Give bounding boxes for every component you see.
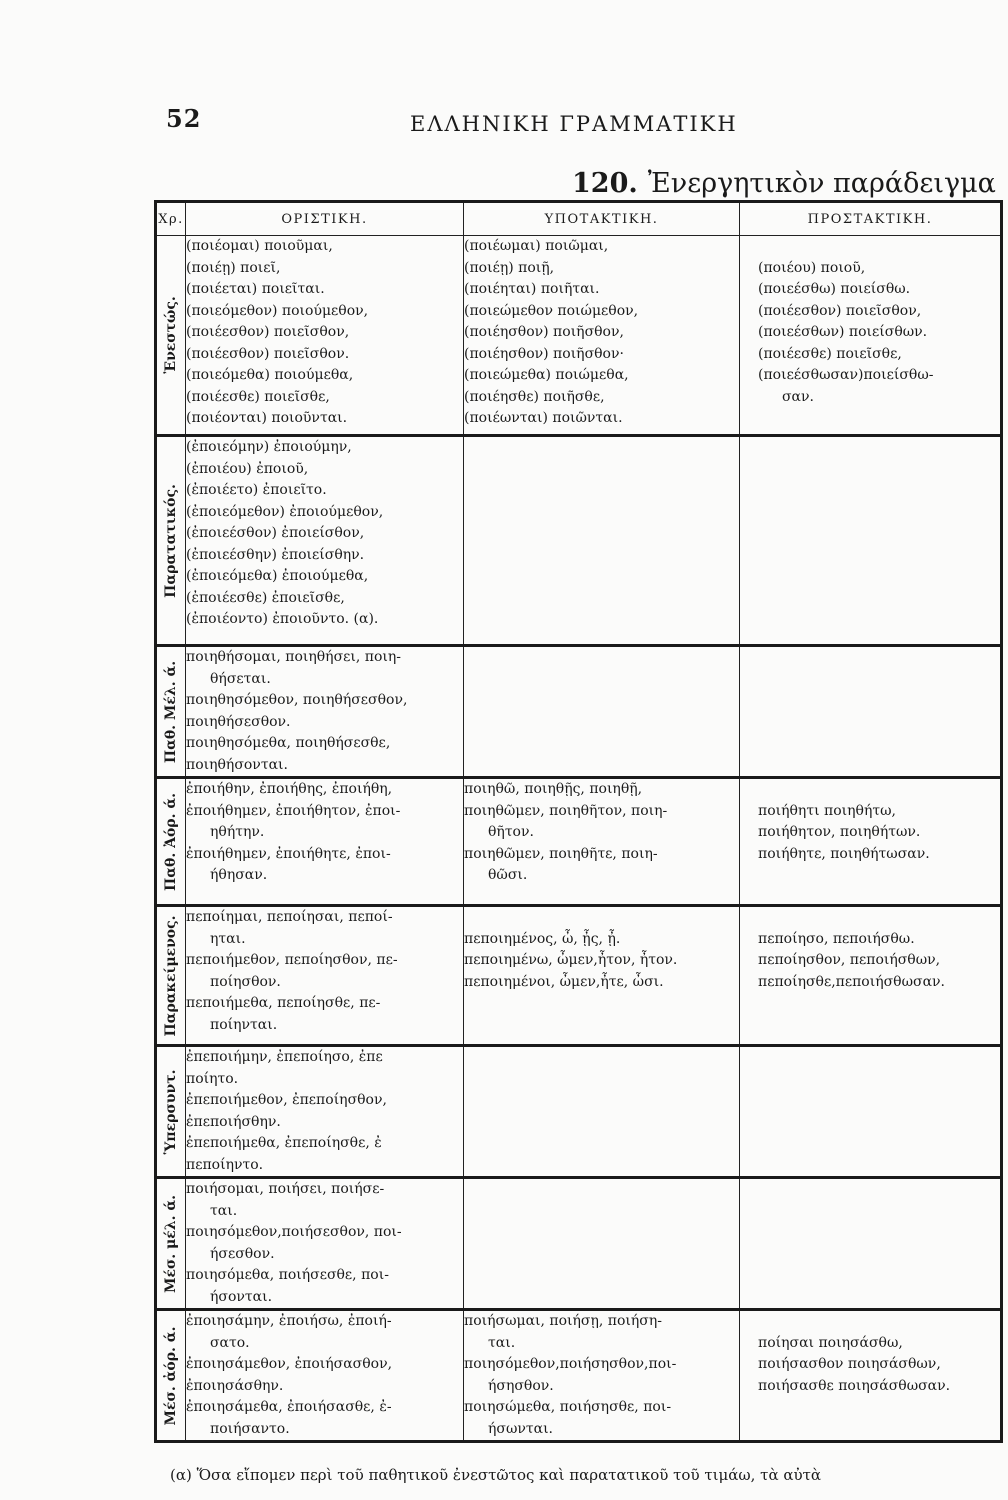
form-line: (ποιέεσθε) ποιεῖσθε, — [186, 388, 330, 405]
form-line: ήσησθον. — [488, 1377, 554, 1394]
form-line: (ποιέηται) ποιῆται. — [464, 281, 600, 297]
subjunctive-cell — [464, 236, 740, 436]
indicative-column-header: ΟΡΙΣΤΙΚΗ. — [186, 202, 464, 236]
paradigm-table — [154, 200, 1003, 1443]
form-line — [758, 236, 1000, 258]
tense-label-cell — [156, 236, 186, 436]
table-row — [156, 778, 1002, 906]
table-header-row — [156, 202, 1002, 236]
form-line: ἐπεποιήμην, ἐπεποίησο, ἐπε — [186, 1049, 383, 1065]
form-line: ποιήθητον, ποιηθήτων. — [758, 824, 921, 840]
form-line: ποίησαι ποιησάσθω, — [758, 1334, 903, 1351]
form-line: ποιηθησόμεθον, ποιηθήσεσθον, — [186, 692, 408, 708]
imperative-cell — [740, 1310, 1002, 1442]
indicative-cell — [186, 436, 464, 646]
indicative-cell — [186, 1178, 464, 1310]
form-line: (ἐποιεέσθην) ἐποιείσθην. — [186, 546, 365, 563]
form-line: ηθήτην. — [210, 824, 265, 840]
table-row — [156, 436, 1002, 646]
subjunctive-cell — [464, 1046, 740, 1178]
form-line: (ποιέησθον) ποιῆσθον, — [464, 324, 624, 340]
form-line: (ποιέῃ) ποιῇ, — [464, 259, 555, 276]
subjunctive-cell — [464, 1310, 740, 1442]
form-line: ἐποιήθημεν, ἐποιήθητον, ἐποι- — [186, 802, 401, 819]
indicative-cell — [186, 646, 464, 778]
form-line: (ποιέονται) ποιοῦνται. — [186, 410, 348, 426]
form-line: ποιήσομαι, ποιήσει, ποιήσε- — [186, 1181, 385, 1197]
form-line: ἐπεποιήμεθον, ἐπεποίησθον, — [186, 1092, 387, 1108]
form-line — [464, 907, 739, 929]
form-line — [758, 1311, 1000, 1333]
tense-label: Παθ. Ἀόρ. ά. — [163, 792, 179, 891]
form-line: ποιηθῶ, ποιηθῇς, ποιηθῇ, — [464, 781, 643, 797]
subjunctive-cell — [464, 778, 740, 906]
tense-label-cell — [156, 1046, 186, 1178]
form-line: (ποιεέσθων) ποιείσθων. — [758, 324, 928, 340]
form-line: ποιήσωμαι, ποιήσῃ, ποιήση- — [464, 1313, 662, 1329]
form-line: ποιηθήσονται. — [186, 756, 288, 773]
form-line: πεποιήμεθον, πεποίησθον, πε- — [186, 952, 398, 968]
tense-label: Μέσ. ἀόρ. ά. — [163, 1326, 179, 1425]
imperative-cell — [740, 436, 1002, 646]
subjunctive-cell — [464, 436, 740, 646]
form-line: (ποιεόμεθα) ποιούμεθα, — [186, 367, 354, 383]
indicative-cell — [186, 906, 464, 1046]
form-line: (ποιεέσθω) ποιείσθω. — [758, 281, 911, 297]
section-number: 120. — [572, 168, 638, 199]
tense-label: Ὑπερσυντ. — [163, 1068, 179, 1155]
imperative-cell — [740, 1178, 1002, 1310]
form-line: ἐποιησάμεθον, ἐποιήσασθον, — [186, 1356, 393, 1372]
table-row — [156, 906, 1002, 1046]
form-line: πεποίησθον, πεποιήσθων, — [758, 952, 941, 968]
form-line: (ποιέεται) ποιεῖται. — [186, 281, 325, 297]
form-line: ποιηθῶμεν, ποιηθῆτε, ποιη- — [464, 845, 658, 862]
table-row — [156, 1178, 1002, 1310]
subjunctive-cell — [464, 646, 740, 778]
form-line: ποιηθήσεσθον. — [186, 713, 291, 730]
form-line: πεποιημένοι, ὦμεν,ἦτε, ὦσι. — [464, 973, 664, 990]
form-line: (ποιέησθε) ποιῆσθε, — [464, 388, 605, 405]
tense-label-cell — [156, 436, 186, 646]
tense-label-cell — [156, 1178, 186, 1310]
form-line: πεποιήμεθα, πεποίησθε, πε- — [186, 995, 381, 1011]
subjunctive-column-header: ΥΠΟΤΑΚΤΙΚΗ. — [464, 202, 740, 236]
form-line: ήσεσθον. — [210, 1245, 275, 1262]
indicative-cell — [186, 1046, 464, 1178]
footnote: (α) Ὅσα εἴπομεν περὶ τοῦ παθητικοῦ ἐνεστῶτος καὶ παρατατικοῦ τοῦ τιμάω, τὰ αὐτὰ — [170, 1466, 822, 1484]
tense-column-header: Χρ. — [156, 202, 186, 236]
form-line: ποιήθητε, ποιηθήτωσαν. — [758, 845, 930, 862]
table-row — [156, 646, 1002, 778]
form-line: ποιήσαντο. — [210, 1420, 290, 1437]
form-line: (ποιέεσθον) ποιεῖσθον, — [758, 302, 922, 319]
imperative-cell — [740, 236, 1002, 436]
imperative-cell — [740, 906, 1002, 1046]
section-title — [572, 168, 996, 199]
imperative-cell — [740, 1046, 1002, 1178]
form-line: πεποίησο, πεποιήσθω. — [758, 930, 915, 947]
imperative-column-header: ΠΡΟΣΤΑΚΤΙΚΗ. — [740, 202, 1002, 236]
paradigm-table-wrapper — [154, 200, 1000, 1443]
form-line: (ἐποιέοντο) ἐποιοῦντο. (α). — [186, 611, 379, 627]
form-line: ται. — [488, 1334, 516, 1351]
subjunctive-cell — [464, 1178, 740, 1310]
form-line: (ἐποιεέσθον) ἐποιείσθον, — [186, 525, 365, 541]
form-line: (ἐποιεόμεθον) ἐποιούμεθον, — [186, 503, 384, 520]
form-line: ποιησόμεθα, ποιήσεσθε, ποι- — [186, 1267, 389, 1283]
form-line: (ποιέωνται) ποιῶνται. — [464, 410, 623, 426]
imperative-cell — [740, 778, 1002, 906]
form-line: (ποιέεσθε) ποιεῖσθε, — [758, 345, 902, 362]
form-line: ποιηθήσομαι, ποιηθήσει, ποιη- — [186, 649, 402, 665]
indicative-cell — [186, 778, 464, 906]
form-line: (ἐποιέεσθε) ἐποιεῖσθε, — [186, 589, 345, 606]
form-line: ήσονται. — [210, 1288, 273, 1305]
table-row — [156, 1046, 1002, 1178]
form-line: ἐποιησάσθην. — [186, 1377, 284, 1394]
form-line: θῶσι. — [488, 867, 528, 883]
form-line: θῆτον. — [488, 824, 534, 840]
form-line: ποιησώμεθα, ποιήσησθε, ποι- — [464, 1399, 672, 1415]
form-line: ποιήσασθον ποιησάσθων, — [758, 1356, 941, 1372]
imperative-cell — [740, 646, 1002, 778]
form-line: ται. — [210, 1202, 238, 1219]
form-line: (ποιεέσθωσαν)ποιείσθω- — [758, 367, 934, 383]
form-line — [758, 907, 1000, 929]
form-line: πεποιημένω, ὦμεν,ἦτον, ἦτον. — [464, 952, 678, 968]
form-line: ποιήθητι ποιηθήτω, — [758, 802, 896, 819]
page-number: 52 — [166, 104, 202, 133]
form-line: (ποιέησθον) ποιῆσθον· — [464, 345, 624, 362]
form-line: (ποιέῃ) ποιεῖ, — [186, 259, 281, 276]
form-line: (ποιέομαι) ποιοῦμαι, — [186, 238, 333, 254]
form-line: ἐπεποιήσθην. — [186, 1113, 281, 1130]
form-line: ήθησαν. — [210, 867, 268, 883]
tense-label-cell — [156, 906, 186, 1046]
form-line: πεποίηντο. — [186, 1156, 264, 1173]
section-heading: Ἐνεργητικὸν παράδειγμα — [647, 168, 996, 199]
tense-label: Παθ. Μέλ. ά. — [163, 660, 179, 763]
form-line: πεποίησθε,πεποιήσθωσαν. — [758, 973, 945, 990]
form-line: (ποιεώμεθα) ποιώμεθα, — [464, 367, 629, 383]
table-row — [156, 1310, 1002, 1442]
form-line: (ποιεόμεθον) ποιούμεθον, — [186, 302, 369, 319]
tense-label-cell — [156, 1310, 186, 1442]
form-line: ήσωνται. — [488, 1420, 554, 1437]
tense-label-cell — [156, 778, 186, 906]
table-row — [156, 236, 1002, 436]
form-line: ηται. — [210, 930, 246, 947]
tense-label: Παρακείμενος. — [163, 914, 179, 1037]
tense-label: Μέσ. μέλ. ά. — [163, 1194, 179, 1293]
tense-label-cell — [156, 646, 186, 778]
running-head: ΕΛΛΗΝΙΚΗ ΓΡΑΜΜΑΤΙΚΗ — [410, 112, 738, 136]
form-line: θήσεται. — [210, 670, 271, 687]
indicative-cell — [186, 1310, 464, 1442]
form-line: ποιηθῶμεν, ποιηθῆτον, ποιη- — [464, 802, 668, 819]
tense-label: Ἐνεστώς. — [163, 296, 179, 374]
form-line: (ἐποιεόμεθα) ἐποιούμεθα, — [186, 568, 369, 584]
form-line: ποίηνται. — [210, 1016, 278, 1033]
form-line: ἐποιήθημεν, ἐποιήθητε, ἐποι- — [186, 845, 391, 862]
form-line: πεποιημένος, ὦ, ᾖς, ᾖ. — [464, 930, 621, 947]
form-line: ποιησόμεθον,ποιήσεσθον, ποι- — [186, 1224, 402, 1240]
form-line: ποιήσασθε ποιησάσθωσαν. — [758, 1377, 951, 1394]
form-line: σατο. — [210, 1334, 250, 1351]
form-line: (ποιέεσθον) ποιεῖσθον. — [186, 345, 350, 362]
form-line: (ἐποιέου) ἐποιοῦ, — [186, 460, 309, 477]
form-line: ἐποιήθην, ἐποιήθης, ἐποιήθη, — [186, 781, 393, 797]
form-line: (ποιέωμαι) ποιῶμαι, — [464, 238, 609, 254]
form-line: ἐποιησάμην, ἐποιήσω, ἐποιή- — [186, 1313, 392, 1329]
form-line: ποιηθησόμεθα, ποιηθήσεσθε, — [186, 735, 391, 751]
form-line: ἐπεποιήμεθα, ἐπεποίησθε, ἐ — [186, 1135, 382, 1151]
subjunctive-cell — [464, 906, 740, 1046]
form-line: (ἐποιεόμην) ἐποιούμην, — [186, 439, 352, 455]
form-line: (ποιέου) ποιοῦ, — [758, 259, 866, 276]
form-line: (ποιέεσθον) ποιεῖσθον, — [186, 324, 350, 340]
form-line: πεποίημαι, πεποίησαι, πεποί- — [186, 909, 393, 925]
tense-label: Παρατατικός. — [163, 483, 179, 598]
indicative-cell — [186, 236, 464, 436]
form-line: (ἐποιέετο) ἐποιεῖτο. — [186, 482, 327, 498]
form-line: ποίησθον. — [210, 973, 281, 990]
form-line: ποιησόμεθον,ποιήσησθον,ποι- — [464, 1356, 677, 1372]
form-line: (ποιεώμεθον ποιώμεθον, — [464, 302, 639, 319]
paradigm-body — [156, 236, 1002, 1442]
form-line: ἐποιησάμεθα, ἐποιήσασθε, ἐ- — [186, 1399, 392, 1415]
form-line: σαν. — [782, 388, 814, 405]
form-line: ποίητο. — [186, 1070, 239, 1087]
form-line — [758, 779, 1000, 801]
